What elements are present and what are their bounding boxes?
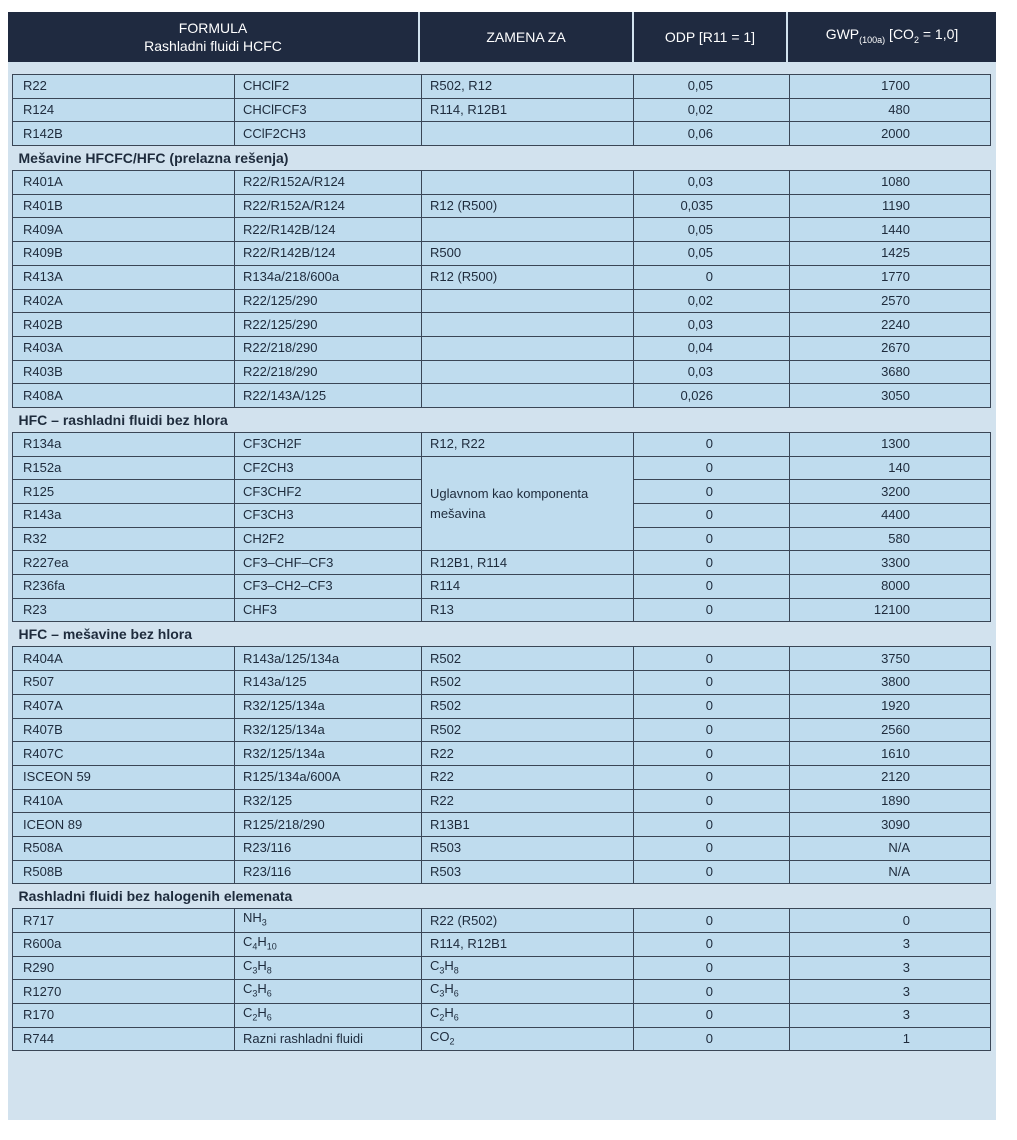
table-header bbox=[8, 12, 996, 62]
formula-cell: CClF2CH3 bbox=[235, 122, 422, 146]
gwp-cell: 1610 bbox=[790, 742, 991, 766]
odp-cell: 0 bbox=[634, 527, 790, 551]
gwp-cell: 3 bbox=[790, 1004, 991, 1028]
formula-cell: $NH_3$ bbox=[235, 909, 422, 933]
odp-cell: 0,02 bbox=[634, 98, 790, 122]
odp-cell: 0 bbox=[634, 742, 790, 766]
gwp-cell: 3680 bbox=[790, 360, 991, 384]
header-formula-title: FORMULA bbox=[178, 20, 248, 36]
refrigerant-name-cell: R407A bbox=[13, 694, 235, 718]
gwp-cell: 1770 bbox=[790, 265, 991, 289]
table-row bbox=[13, 265, 991, 289]
replacement-cell: R114, R12B1 bbox=[422, 98, 634, 122]
formula-cell: CHClFCF3 bbox=[235, 98, 422, 122]
gwp-cell: 1300 bbox=[790, 432, 991, 456]
replacement-cell bbox=[422, 313, 634, 337]
replacement-cell: $C_3H_8$ bbox=[422, 956, 634, 980]
refrigerant-name-cell: R508A bbox=[13, 836, 235, 860]
odp-cell: 0,026 bbox=[634, 384, 790, 408]
odp-cell: 0,02 bbox=[634, 289, 790, 313]
formula-cell: R143a/125/134a bbox=[235, 647, 422, 671]
table-row bbox=[13, 860, 991, 884]
replacement-cell: R502 bbox=[422, 647, 634, 671]
formula-cell: R22/125/290 bbox=[235, 289, 422, 313]
header-gwp bbox=[788, 12, 996, 62]
formula-cell: R125/218/290 bbox=[235, 813, 422, 837]
table-row bbox=[13, 718, 991, 742]
section-header-row bbox=[13, 146, 991, 171]
gwp-cell: 2240 bbox=[790, 313, 991, 337]
odp-cell: 0 bbox=[634, 432, 790, 456]
refrigerant-name-cell: R409B bbox=[13, 242, 235, 266]
gwp-cell: N/A bbox=[790, 836, 991, 860]
table-row bbox=[13, 1027, 991, 1051]
formula-cell: CH2F2 bbox=[235, 527, 422, 551]
section-title: HFC – mešavine bez hlora bbox=[13, 622, 991, 647]
replacement-cell: $CO_2$ bbox=[422, 1027, 634, 1051]
gwp-cell: 1190 bbox=[790, 194, 991, 218]
gwp-cell: 2560 bbox=[790, 718, 991, 742]
odp-cell: 0 bbox=[634, 860, 790, 884]
replacement-cell: R12, R22 bbox=[422, 432, 634, 456]
refrigerant-name-cell: R170 bbox=[13, 1004, 235, 1028]
odp-cell: 0,05 bbox=[634, 242, 790, 266]
formula-cell: R32/125/134a bbox=[235, 694, 422, 718]
replacement-cell: R502 bbox=[422, 694, 634, 718]
odp-cell: 0 bbox=[634, 956, 790, 980]
refrigerant-name-cell: R23 bbox=[13, 598, 235, 622]
formula-cell: R22/R152A/R124 bbox=[235, 171, 422, 195]
refrigerant-name-cell: R143a bbox=[13, 504, 235, 528]
odp-cell: 0 bbox=[634, 980, 790, 1004]
refrigerant-name-cell: R290 bbox=[13, 956, 235, 980]
odp-cell: 0,03 bbox=[634, 360, 790, 384]
table-row bbox=[13, 742, 991, 766]
section-title: Mešavine HFCFC/HFC (prelazna rešenja) bbox=[13, 146, 991, 171]
replacement-cell: R12 (R500) bbox=[422, 194, 634, 218]
replacement-cell: R502, R12 bbox=[422, 75, 634, 99]
refrigerant-name-cell: R236fa bbox=[13, 575, 235, 599]
refrigerant-name-cell: R507 bbox=[13, 671, 235, 695]
refrigerant-name-cell: ISCEON 59 bbox=[13, 765, 235, 789]
table-row bbox=[13, 194, 991, 218]
formula-cell: CHF3 bbox=[235, 598, 422, 622]
refrigerant-name-cell: ICEON 89 bbox=[13, 813, 235, 837]
refrigerant-name-cell: R1270 bbox=[13, 980, 235, 1004]
odp-cell: 0 bbox=[634, 265, 790, 289]
table-row bbox=[13, 933, 991, 957]
table-row bbox=[13, 647, 991, 671]
table-row bbox=[13, 98, 991, 122]
refrigerant-name-cell: R403A bbox=[13, 336, 235, 360]
table-row bbox=[13, 218, 991, 242]
replacement-cell bbox=[422, 384, 634, 408]
refrigerant-table-sheet bbox=[8, 12, 996, 1120]
formula-cell: $C_3H_6$ bbox=[235, 980, 422, 1004]
formula-cell: R22/R142B/124 bbox=[235, 218, 422, 242]
refrigerant-name-cell: R142B bbox=[13, 122, 235, 146]
refrigerant-name-cell: R717 bbox=[13, 909, 235, 933]
header-formula bbox=[8, 12, 418, 62]
gwp-cell: 3 bbox=[790, 933, 991, 957]
refrigerant-name-cell: R508B bbox=[13, 860, 235, 884]
gwp-cell: 580 bbox=[790, 527, 991, 551]
formula-cell: CHClF2 bbox=[235, 75, 422, 99]
replacement-cell: R12 (R500) bbox=[422, 265, 634, 289]
gwp-cell: 1080 bbox=[790, 171, 991, 195]
table-row bbox=[13, 456, 991, 480]
formula-cell: R22/143A/125 bbox=[235, 384, 422, 408]
replacement-cell: $C_3H_6$ bbox=[422, 980, 634, 1004]
formula-cell: R143a/125 bbox=[235, 671, 422, 695]
table-row bbox=[13, 575, 991, 599]
gwp-cell: 3200 bbox=[790, 480, 991, 504]
section-header-row bbox=[13, 407, 991, 432]
gwp-cell: 0 bbox=[790, 909, 991, 933]
gwp-cell: 2000 bbox=[790, 122, 991, 146]
replacement-cell: R503 bbox=[422, 860, 634, 884]
table-row bbox=[13, 909, 991, 933]
odp-cell: 0 bbox=[634, 598, 790, 622]
header-formula-subtitle: Rashladni fluidi HCFC bbox=[144, 38, 282, 54]
odp-cell: 0,03 bbox=[634, 171, 790, 195]
odp-cell: 0 bbox=[634, 933, 790, 957]
gwp-cell: N/A bbox=[790, 860, 991, 884]
replacement-cell: $C_2H_6$ bbox=[422, 1004, 634, 1028]
table-row bbox=[13, 765, 991, 789]
replacement-cell: R22 bbox=[422, 742, 634, 766]
odp-cell: 0 bbox=[634, 789, 790, 813]
odp-cell: 0 bbox=[634, 694, 790, 718]
odp-cell: 0,06 bbox=[634, 122, 790, 146]
odp-cell: 0,03 bbox=[634, 313, 790, 337]
formula-cell: R22/125/290 bbox=[235, 313, 422, 337]
refrigerant-name-cell: R407B bbox=[13, 718, 235, 742]
table-row bbox=[13, 836, 991, 860]
formula-cell: R23/116 bbox=[235, 860, 422, 884]
replacement-cell bbox=[422, 122, 634, 146]
formula-cell: CF3CH2F bbox=[235, 432, 422, 456]
odp-cell: 0 bbox=[634, 456, 790, 480]
odp-cell: 0 bbox=[634, 765, 790, 789]
formula-cell: R32/125/134a bbox=[235, 718, 422, 742]
refrigerant-name-cell: R124 bbox=[13, 98, 235, 122]
replacement-cell: R502 bbox=[422, 671, 634, 695]
table-row bbox=[13, 75, 991, 99]
section-title: HFC – rashladni fluidi bez hlora bbox=[13, 407, 991, 432]
table-row bbox=[13, 242, 991, 266]
refrigerant-name-cell: R402B bbox=[13, 313, 235, 337]
odp-cell: 0 bbox=[634, 1004, 790, 1028]
formula-cell: R22/R142B/124 bbox=[235, 242, 422, 266]
odp-cell: 0 bbox=[634, 575, 790, 599]
table-row bbox=[13, 789, 991, 813]
gwp-cell: 3750 bbox=[790, 647, 991, 671]
refrigerant-name-cell: R402A bbox=[13, 289, 235, 313]
refrigerant-name-cell: R22 bbox=[13, 75, 235, 99]
replacement-cell: R13B1 bbox=[422, 813, 634, 837]
formula-cell: CF3–CHF–CF3 bbox=[235, 551, 422, 575]
gwp-cell: 3 bbox=[790, 956, 991, 980]
odp-cell: 0 bbox=[634, 671, 790, 695]
gwp-cell: 1890 bbox=[790, 789, 991, 813]
odp-cell: 0 bbox=[634, 718, 790, 742]
table-row bbox=[13, 598, 991, 622]
formula-cell: R32/125 bbox=[235, 789, 422, 813]
odp-cell: 0,05 bbox=[634, 218, 790, 242]
odp-cell: 0 bbox=[634, 836, 790, 860]
replacement-cell: Uglavnom kao komponenta mešavina bbox=[422, 456, 634, 551]
table-row bbox=[13, 671, 991, 695]
replacement-cell: R22 (R502) bbox=[422, 909, 634, 933]
odp-cell: 0 bbox=[634, 647, 790, 671]
gwp-cell: 3300 bbox=[790, 551, 991, 575]
formula-cell: CF3–CH2–CF3 bbox=[235, 575, 422, 599]
table-row bbox=[13, 360, 991, 384]
replacement-cell: R502 bbox=[422, 718, 634, 742]
refrigerant-name-cell: R413A bbox=[13, 265, 235, 289]
gwp-cell: 8000 bbox=[790, 575, 991, 599]
header-replacement bbox=[420, 12, 632, 62]
gwp-cell: 1425 bbox=[790, 242, 991, 266]
formula-cell: R134a/218/600a bbox=[235, 265, 422, 289]
header-odp bbox=[634, 12, 786, 62]
refrigerant-name-cell: R744 bbox=[13, 1027, 235, 1051]
gwp-cell: 3800 bbox=[790, 671, 991, 695]
section-header-row bbox=[13, 622, 991, 647]
odp-cell: 0 bbox=[634, 813, 790, 837]
refrigerant-name-cell: R401B bbox=[13, 194, 235, 218]
formula-cell: R22/218/290 bbox=[235, 336, 422, 360]
table-row bbox=[13, 336, 991, 360]
refrigerant-name-cell: R408A bbox=[13, 384, 235, 408]
replacement-cell: R13 bbox=[422, 598, 634, 622]
formula-cell: R23/116 bbox=[235, 836, 422, 860]
formula-cell: $C_4H_{10}$ bbox=[235, 933, 422, 957]
refrigerant-name-cell: R152a bbox=[13, 456, 235, 480]
table-row bbox=[13, 432, 991, 456]
table-row bbox=[13, 694, 991, 718]
gwp-cell: 2570 bbox=[790, 289, 991, 313]
refrigerant-name-cell: R227ea bbox=[13, 551, 235, 575]
refrigerant-name-cell: R401A bbox=[13, 171, 235, 195]
gwp-cell: 1 bbox=[790, 1027, 991, 1051]
table-row bbox=[13, 980, 991, 1004]
refrigerant-table bbox=[12, 74, 991, 1051]
gwp-cell: 3050 bbox=[790, 384, 991, 408]
formula-cell: $C_2H_6$ bbox=[235, 1004, 422, 1028]
replacement-cell bbox=[422, 336, 634, 360]
refrigerant-name-cell: R32 bbox=[13, 527, 235, 551]
gwp-cell: 140 bbox=[790, 456, 991, 480]
replacement-cell: R22 bbox=[422, 765, 634, 789]
table-row bbox=[13, 813, 991, 837]
table-row bbox=[13, 551, 991, 575]
header-gwp-label: $GWP_{(100a)}$ $[CO_2 = 1,0]$ bbox=[825, 26, 959, 45]
odp-cell: 0 bbox=[634, 504, 790, 528]
replacement-cell: R114, R12B1 bbox=[422, 933, 634, 957]
header-odp-label: ODP [R11 = 1] bbox=[664, 29, 756, 45]
table-row bbox=[13, 122, 991, 146]
table-row bbox=[13, 313, 991, 337]
table-row bbox=[13, 956, 991, 980]
odp-cell: 0,05 bbox=[634, 75, 790, 99]
gwp-cell: 1700 bbox=[790, 75, 991, 99]
formula-cell: CF3CHF2 bbox=[235, 480, 422, 504]
replacement-cell: R503 bbox=[422, 836, 634, 860]
replacement-cell bbox=[422, 218, 634, 242]
section-title: Rashladni fluidi bez halogenih elemenata bbox=[13, 884, 991, 909]
gwp-cell: 1920 bbox=[790, 694, 991, 718]
formula-cell: R125/134a/600A bbox=[235, 765, 422, 789]
formula-cell: Razni rashladni fluidi bbox=[235, 1027, 422, 1051]
replacement-cell bbox=[422, 171, 634, 195]
odp-cell: 0 bbox=[634, 551, 790, 575]
replacement-cell: R114 bbox=[422, 575, 634, 599]
formula-cell: R22/R152A/R124 bbox=[235, 194, 422, 218]
gwp-cell: 3090 bbox=[790, 813, 991, 837]
refrigerant-name-cell: R407C bbox=[13, 742, 235, 766]
gwp-cell: 2120 bbox=[790, 765, 991, 789]
refrigerant-name-cell: R409A bbox=[13, 218, 235, 242]
gwp-cell: 2670 bbox=[790, 336, 991, 360]
refrigerant-name-cell: R404A bbox=[13, 647, 235, 671]
table-row bbox=[13, 289, 991, 313]
gwp-cell: 12100 bbox=[790, 598, 991, 622]
replacement-cell bbox=[422, 289, 634, 313]
odp-cell: 0,04 bbox=[634, 336, 790, 360]
gwp-cell: 1440 bbox=[790, 218, 991, 242]
replacement-cell: R12B1, R114 bbox=[422, 551, 634, 575]
refrigerant-name-cell: R403B bbox=[13, 360, 235, 384]
gwp-cell: 3 bbox=[790, 980, 991, 1004]
table-row bbox=[13, 171, 991, 195]
table-row bbox=[13, 1004, 991, 1028]
formula-cell: R22/218/290 bbox=[235, 360, 422, 384]
gwp-cell: 480 bbox=[790, 98, 991, 122]
replacement-cell: R500 bbox=[422, 242, 634, 266]
header-replacement-label: ZAMENA ZA bbox=[486, 29, 566, 45]
odp-cell: 0 bbox=[634, 480, 790, 504]
formula-cell: $C_3H_8$ bbox=[235, 956, 422, 980]
formula-cell: CF2CH3 bbox=[235, 456, 422, 480]
replacement-cell bbox=[422, 360, 634, 384]
gwp-cell: 4400 bbox=[790, 504, 991, 528]
formula-cell: CF3CH3 bbox=[235, 504, 422, 528]
formula-cell: R32/125/134a bbox=[235, 742, 422, 766]
refrigerant-name-cell: R600a bbox=[13, 933, 235, 957]
odp-cell: 0 bbox=[634, 909, 790, 933]
odp-cell: 0 bbox=[634, 1027, 790, 1051]
table-row bbox=[13, 384, 991, 408]
odp-cell: 0,035 bbox=[634, 194, 790, 218]
replacement-cell: R22 bbox=[422, 789, 634, 813]
section-header-row bbox=[13, 884, 991, 909]
refrigerant-name-cell: R410A bbox=[13, 789, 235, 813]
refrigerant-name-cell: R125 bbox=[13, 480, 235, 504]
refrigerant-name-cell: R134a bbox=[13, 432, 235, 456]
